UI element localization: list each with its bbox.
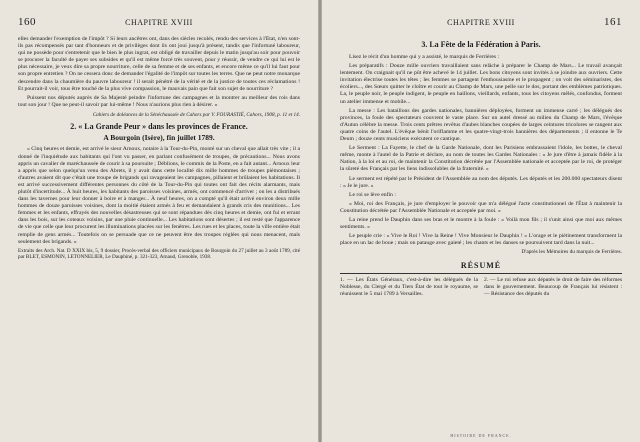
left-page	[0, 0, 318, 442]
paragraph: Les préparatifs : Douze mille ouvriers travaillaient sans relâche à préparer le Champ de Mars... Le travail avançait lentement. On craignait qu'il ne pût être achevé le 14 juillet. Les bons citoyens sont invités à se joindre aux ouvriers. Cette invitation électrise toutes les têtes ; les femmes se partagent l'enthousiasme et le propagent ; on voit des séminaristes, des écoliers..., des Sœurs quitter le cloître et courir au Champ de Mars, une pelle sur le dos, portant des emblèmes patriotiques. La, le peuple noir, le peuple indigent, le peuple en haillons, vieillards, enfants, tous les citoyens mêlés, confondus, forment un atelier immense et mobile...	[340, 63, 622, 105]
citation: Cahiers de doléances de la Sénéchaussée de Cahors par V. FOURASTIÉ, Cahors, 1908, p. 11 et 14.	[92, 111, 300, 118]
right-page-header	[340, 18, 622, 30]
chapter-header: CHAPITRE XVIII	[447, 18, 515, 27]
section-title: 2. « La Grande Peur » dans les provinces de France.	[70, 122, 248, 132]
right-page	[322, 0, 640, 442]
section-title: 3. La Fête de la Fédération à Paris.	[421, 40, 541, 49]
paragraph: La reine prend le Dauphin dans ses bras et le montre à la foule : « Voilà mon fils ; il s'unit ainsi que moi aux mêmes sentiments. »	[340, 216, 622, 231]
divider	[340, 273, 622, 274]
section-subtitle: A Bourgoin (Isère), fin juillet 1789.	[103, 133, 215, 143]
paragraph: La messe : Les bataillons des gardes nationales, bannières déployées, forment un immense carré ; les délégués des provinces, la foule des spectateurs couvrent le vaste place. Sur un autel dressé au milieu du Champ de Mars, l'évêque d'Autun célèbre la messe. Trois cents prêtres revêtus d'aubes blanches coupées de larges ceintures tricolores se rangent aux quatre coins de l'autel. L'évêque bénit l'oriflamme et les quatre-vingt-trois bannières des départements ; il entonne le Te Deum ; douze cents musiciens exécutent ce cantique.	[340, 107, 622, 143]
paragraph: Lisez le récit d'un homme qui y a assisté, le marquis de Ferrières :	[349, 54, 500, 60]
paragraph: « Cinq heures et demie, est arrivé le sieur Arnoux, notaire à la Tour-du-Pin, monté sur un cheval que allait très vite ; il a donné de l'inquiétude aux habitants qui l'ont vu passer, en parlant confusément de troupes, de précautions... Nous avons appris un cavalier de maréchaussée de courir à sa poursuite ; Déblions, le commis de la Poste, en a fait autant... Arnoux leur a appris que selon quelqu'un venu des Abrets, il y avait dans cette localité dix mille hommes de troupes piémontaises ; d'autres avaient dit que c'était une troupe de brigands qui ravageaient les campagnes, pillaient et brûlaient les habitations. Il est arrivé successivement différentes personnes du côté de la Tour-du-Pin qui toutes ont fait des récits alarmants, mais plutôt d'incertitude... À huit heures, les habitants des paroisses voisines, armés, ont commencé d'arriver ; on les a distribués dans les tavernes pour leur donner à boire et à manger... À neuf heures, on a compté qu'il était arrivé environ deux mille hommes de douze paroisses voisines, dont la moitié étaient armés à feu et demandaient à grands cris des munitions... Les femmes et les enfants, effrayés des nouvelles désastreuses qui se sont répandues dès cinq heures et demie, ont fui et errant dans les bois, sur les coteaux voisins, par une pluie continuelle... Les habitations sont désertes ; il est resté que l'apparence de vie que celle que leur procurent les illuminations placées sur les fenêtres. Les rues et les places, toute la ville entière était remplie de gens armés... Toutefois on se persuade que ce ne peuvent être des troupes réglées qui nous menacent, mais seulement des brigands. »	[18, 146, 300, 245]
paragraph: Puissent nos députés auprès de Sa Majesté peindre l'infortune des campagnes et la montrer au meilleur des rois dans tout son jour ! Que ne peut-il savoir par lui-même ! Nous n'aurions plus rien à désirer. »	[18, 94, 300, 108]
paragraph: Le peuple crie : « Vive le Roi ! Vive la Reine ! Vive Monsieur le Dauphin ! » L'orage et le piétinement transforment la place en un lac de boue ; mais on patauge avec gaieté ; les chants et les danses se poursuivent tard dans la nuit...	[340, 233, 622, 247]
paragraph: Le roi se lève enfin :	[349, 191, 396, 198]
page-footer: HISTOIRE DE FRANCE.	[450, 433, 512, 438]
paragraph: « Moi, roi des Français, je jure d'employer le pouvoir que m'a délégué l'acte constitutionnel de l'État à maintenir la Constitution décrétée par l'Assemblée Nationale et acceptée par moi. »	[340, 200, 622, 214]
left-page-content	[18, 36, 300, 432]
source-note: Extraits des Arch. Nat. D XXIX bis, 5, 9 dossier, Procès-verbal des officiers municipaux de Bourgoin du 27 juillet au 3 août 1789, cité par BLET, ESMONIN, LETONNELIER, Le Dauphiné, p. 321-323, Arnaud, Grenoble, 1938.	[18, 247, 300, 261]
paragraph: Le serment est répété par le Président de l'Assemblée au nom des députés. Les députés et les 200.000 spectateurs disent : « Je le jure. »	[340, 175, 622, 189]
resume-item: 1. — Les États Généraux, c'est-à-dire les délégués de la Noblesse, du Clergé et du Tiers État de tout le royaume, se réunissent le 5 mai 1789 à Versailles.	[340, 277, 478, 298]
left-page-header	[18, 18, 300, 30]
resume-title: RÉSUMÉ	[460, 261, 502, 271]
paragraph: Le Serment : La Fayette, le chef de la Garde Nationale, dont les Parisiens embrassaient l'idole, les bottes, le cheval même, monte à l'autel de la Patrie et déclare, au nom de toutes les Gardes Nationales : « Je jure d'être à jamais fidèle à la Nation, à la loi et au roi, de maintenir la Constitution décrétée par l'Assemblée nationale et acceptée par le roi, de protéger la sûreté des Français par les liens indissolubles de la fraternité. »	[340, 145, 622, 173]
right-page-content	[340, 36, 622, 432]
chapter-header: CHAPITRE XVIII	[125, 18, 193, 27]
page-number: 161	[604, 16, 622, 28]
resume-columns	[340, 277, 622, 298]
resume-item: 2. — Le roi refuse aux députés le droit de faire des réformes dans le gouvernement. Beaucoup de Français lui résistent : — Résistance des députés du	[484, 277, 622, 298]
attribution: D'après les Mémoires du marquis de Ferrières.	[521, 249, 622, 256]
paragraph: elles demander l'exemption de l'impôt ? Si leurs ancêtres ont, dans des siècles reculés, rendu des services à l'État, n'en sont-ils pas récompensés par tant d'honneurs et de privilèges dont ils ont joui jusqu'à présent, tandis que l'infortuné laboureur, qui ne possède pour s'entretenir que le bien le plus ingrat, est obligé de travailler depuis le matin jusqu'au soir pour pouvoir se procurer la faculté de payer ses subsides et qu'il est même forcé très souvent, pour y réussir, de vendre ce qui lui est le plus nécessaire, je veux dire sa propre nourriture, celle de sa femme et de ses enfants, et encore même ce qu'il lui faut pour son propre entretien ? On ne cessera donc de demander l'égalité de l'impôt sur toutes les terres. Que ne peut notre monarque descendre dans la chaumière du pauvre laboureur ! il serait pénétré de la vérité et de la justice de toutes ces réclamations ! Et pourrait-il voir, tous être touché de la plus vive compassion, le mauvais pain que fait son sujet de nourriture ?	[18, 36, 300, 92]
page-number: 160	[18, 16, 36, 28]
